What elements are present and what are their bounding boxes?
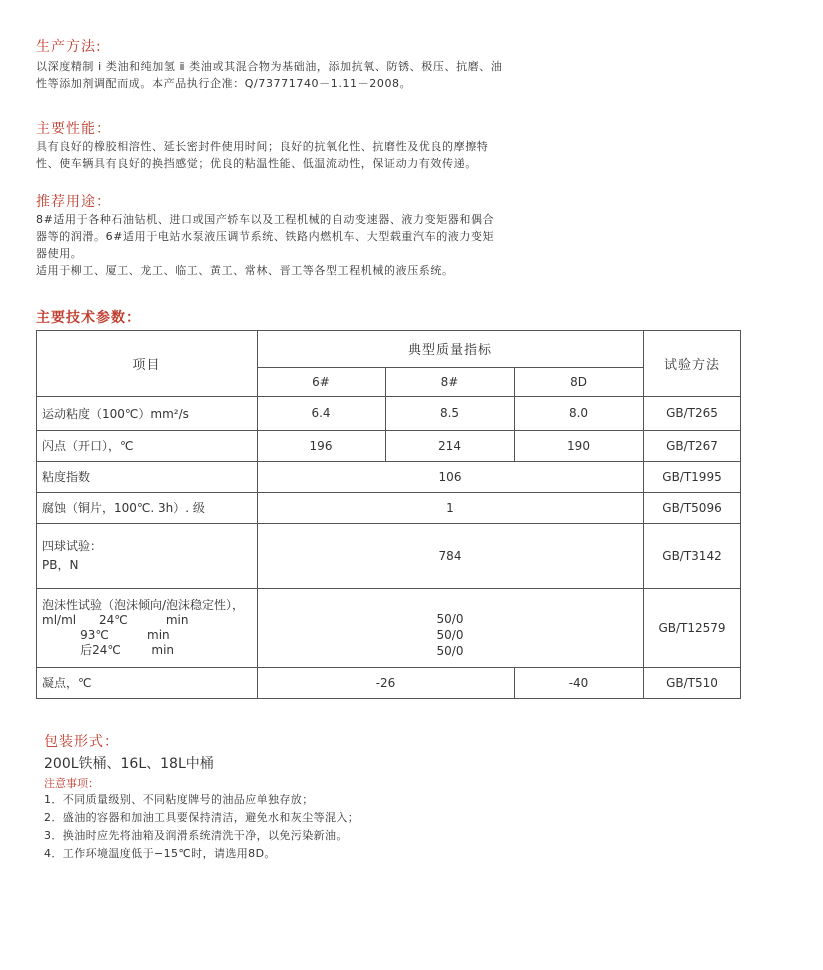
performance-text (36, 138, 488, 172)
production-line: 性等添加剂调配而成。本产品执行企准：Q/73771740－1.11－2008。 (36, 77, 412, 90)
grade-6: 6# (312, 374, 330, 389)
row-foam-label-line: 泡沫性试验（泡沫倾向/泡沫稳定性）， (42, 597, 245, 612)
row-viscosity-label: 运动粘度（100℃）mm²/s (42, 406, 189, 421)
row-foam-values (257, 588, 643, 667)
performance-line: 性、使车辆具有良好的换挡感觉；优良的粘温性能、低温流动性，保证动力有效传递。 (36, 157, 477, 170)
packaging-value: 200L铁桶、16L、18L中桶 (44, 756, 214, 772)
row-pour-label: 凝点，℃ (42, 676, 92, 690)
usage-text (36, 211, 494, 279)
grade-8d: 8D (570, 374, 587, 389)
row-flash-method: GB/T267 (666, 438, 718, 453)
row-foam-label-line: 93℃ min (42, 627, 170, 642)
header-quality: 典型质量指标 (407, 343, 492, 358)
row-vi-method: GB/T1995 (662, 469, 722, 484)
row-flash-label: 闪点（开口），℃ (42, 439, 134, 453)
note-item: 2．盛油的容器和加油工具要保持清洁，避免水和灰尘等混入； (44, 811, 360, 824)
performance-line: 具有良好的橡胶相溶性、延长密封件使用时间；良好的抗氧化性、抗磨性及优良的摩擦特 (36, 140, 489, 153)
production-line: 以深度精制 ⅰ 类油和纯加氢 ⅱ 类油或其混合物为基础油，添加抗氧、防锈、极压、抗磨、油 (36, 60, 503, 73)
row-foam-label-line: ml/ml 24℃ min (42, 612, 189, 627)
row-vi-label: 粘度指数 (42, 470, 91, 484)
row-fourball-label-line: PB，N (42, 557, 79, 572)
row-foam-value: 50/0 (436, 611, 464, 626)
usage-line: 器等的润滑。6#适用于电站水泵液压调节系统、铁路内燃机车、大型载重汽车的液力变矩 (36, 230, 495, 243)
usage-line: 器使用。 (36, 247, 83, 260)
row-corrosion-value: 1 (446, 500, 454, 515)
row-fourball-method: GB/T3142 (662, 548, 722, 563)
row-corrosion-label: 腐蚀（铜片，100℃. 3h）. 级 (42, 501, 205, 515)
row-viscosity-8: 8.5 (439, 406, 460, 420)
row-flash-8: 214 (438, 438, 461, 453)
grade-8: 8# (440, 374, 459, 389)
usage-line: 8#适用于各种石油钻机、进口或国产轿车以及工程机械的自动变速器、液力变矩器和偶合 (36, 213, 495, 226)
notes-title: 注意事项： (44, 777, 99, 790)
note-item: 4．工作环境温度低于−15℃时，请选用8D。 (44, 847, 276, 860)
note-item: 3．换油时应先将油箱及润滑系统清洗干净，以免污染新油。 (44, 829, 348, 842)
row-foam-method: GB/T12579 (658, 620, 726, 635)
row-pour-8d: -40 (568, 675, 589, 690)
production-text (36, 58, 502, 92)
row-pour-6-8: -26 (375, 675, 396, 690)
header-item: 项目 (132, 357, 161, 373)
performance-heading: 主要性能： (36, 121, 111, 137)
note-item: 1．不同质量级别、不同粘度牌号的油品应单独存放； (44, 793, 314, 806)
row-pour-method: GB/T510 (666, 675, 718, 690)
row-flash-6: 196 (309, 438, 333, 453)
row-foam-label-line: 后24℃ min (42, 642, 175, 657)
row-fourball-label-line: 四球试验： (42, 538, 103, 553)
params-heading: 主要技术参数： (36, 310, 141, 326)
notes-list (44, 791, 359, 863)
row-viscosity-8d: 8.0 (568, 406, 589, 420)
header-method: 试验方法 (663, 357, 720, 373)
row-viscosity-6: 6.4 (311, 406, 331, 420)
production-heading: 生产方法: (36, 39, 102, 55)
row-fourball-label (36, 523, 257, 588)
row-foam-label (36, 588, 257, 667)
row-flash-8d: 190 (567, 438, 590, 453)
row-foam-value: 50/0 (436, 627, 464, 642)
row-vi-value: 106 (438, 469, 462, 484)
row-foam-value: 50/0 (436, 643, 464, 658)
row-viscosity-method: GB/T265 (666, 406, 718, 420)
packaging-heading: 包装形式： (44, 734, 119, 750)
row-fourball-value: 784 (438, 548, 462, 563)
row-corrosion-method: GB/T5096 (662, 500, 722, 515)
usage-heading: 推荐用途： (36, 194, 111, 210)
usage-line: 适用于柳工、厦工、龙工、临工、黄工、常林、晋工等各型工程机械的液压系统。 (36, 264, 454, 277)
specs-table (36, 330, 741, 699)
